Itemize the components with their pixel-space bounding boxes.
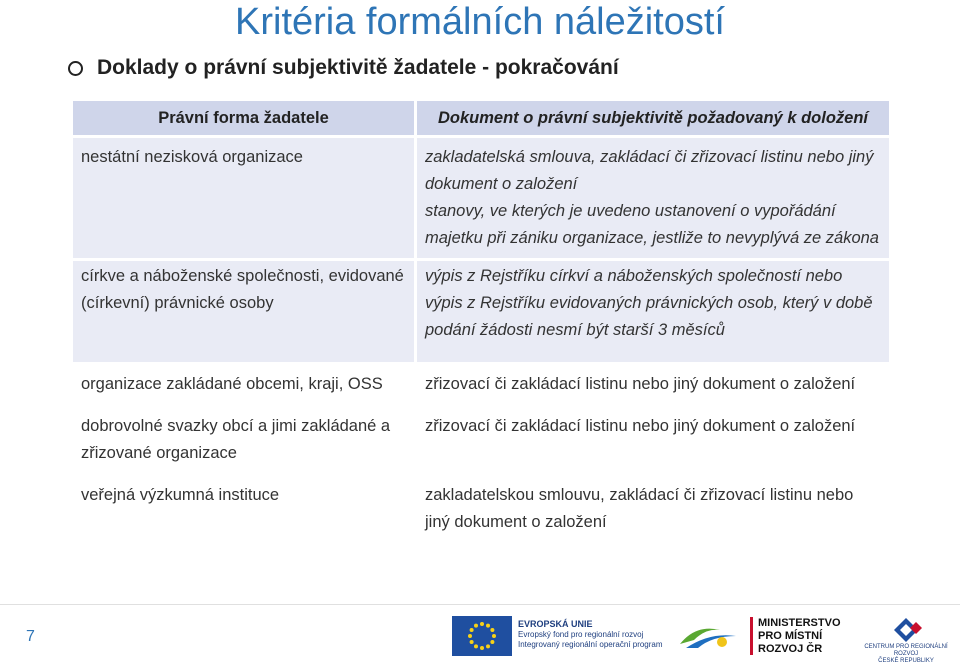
mmr-logo-text	[758, 617, 841, 656]
header-legal-form: Právní forma žadatele	[73, 101, 414, 135]
document-cell	[417, 407, 889, 473]
legal-form-cell: církve a náboženské společnosti, evidované (církevní) právnické osoby	[73, 261, 414, 362]
irop-logo-icon	[676, 622, 742, 652]
table-header-row	[73, 101, 889, 135]
crr-line1: CENTRUM PRO REGIONÁLNÍ ROZVOJ	[864, 644, 948, 657]
document-cell	[417, 261, 889, 362]
subtitle	[68, 56, 619, 80]
document-text: zakladatelskou smlouvu, zakládací či zřizovací listinu nebo jiný dokument o založení	[425, 486, 854, 531]
eu-line3: Integrovaný regionální operační program	[518, 640, 663, 649]
table-row	[73, 407, 889, 473]
table-row	[73, 365, 889, 404]
document-text: stanovy, ve kterých je uvedeno ustanovení o vypořádání majetku při zániku organizace, jestliže to nevyplývá ze zákona	[425, 202, 879, 247]
legal-form-cell: organizace zakládané obcemi, kraji, OSS	[73, 365, 414, 404]
document-text: výpis z Rejstříku církví a náboženských společností nebo výpis z Rejstříku evidovaných právnických osob, který v době podání žádosti nesmí být starší 3 měsíců	[425, 267, 873, 339]
document-text: zřizovací či zakládací listinu nebo jiný dokument o založení	[425, 375, 856, 393]
footer-divider	[0, 604, 960, 605]
slide-title: Kritéria formálních náležitostí	[235, 1, 725, 43]
legal-form-cell: nestátní nezisková organizace	[73, 138, 414, 258]
document-text: zřizovací či zakládací listinu nebo jiný dokument o založení	[425, 417, 856, 435]
crr-line2: ČESKÉ REPUBLIKY	[878, 658, 934, 664]
crr-logo-text	[856, 644, 956, 665]
eu-line2: Evropský fond pro regionální rozvoj	[518, 630, 644, 639]
table-row	[73, 261, 889, 362]
document-cell	[417, 476, 889, 542]
document-text: zakladatelská smlouva, zakládací či zřizovací listinu nebo jiný dokument o založení	[425, 148, 874, 193]
mmr-line2: PRO MÍSTNÍ	[758, 630, 823, 642]
mmr-line3: ROZVOJ ČR	[758, 643, 823, 655]
subtitle-text: Doklady o právní subjektivitě žadatele - pokračování	[97, 56, 619, 79]
table-row	[73, 476, 889, 542]
eu-flag-icon	[452, 616, 512, 656]
header-document: Dokument o právní subjektivitě požadovaný k doložení	[417, 101, 889, 135]
page-number: 7	[26, 628, 35, 645]
legal-form-cell: dobrovolné svazky obcí a jimi zakládané a zřizované organizace	[73, 407, 414, 473]
legal-form-cell: veřejná výzkumná instituce	[73, 476, 414, 542]
eu-line1: EVROPSKÁ UNIE	[518, 619, 593, 629]
table-row	[73, 138, 889, 258]
criteria-table	[70, 98, 892, 545]
mmr-line1: MINISTERSTVO	[758, 617, 841, 629]
document-cell	[417, 365, 889, 404]
eu-logo-text	[518, 619, 663, 650]
circle-bullet-icon	[68, 61, 83, 76]
document-cell	[417, 138, 889, 258]
